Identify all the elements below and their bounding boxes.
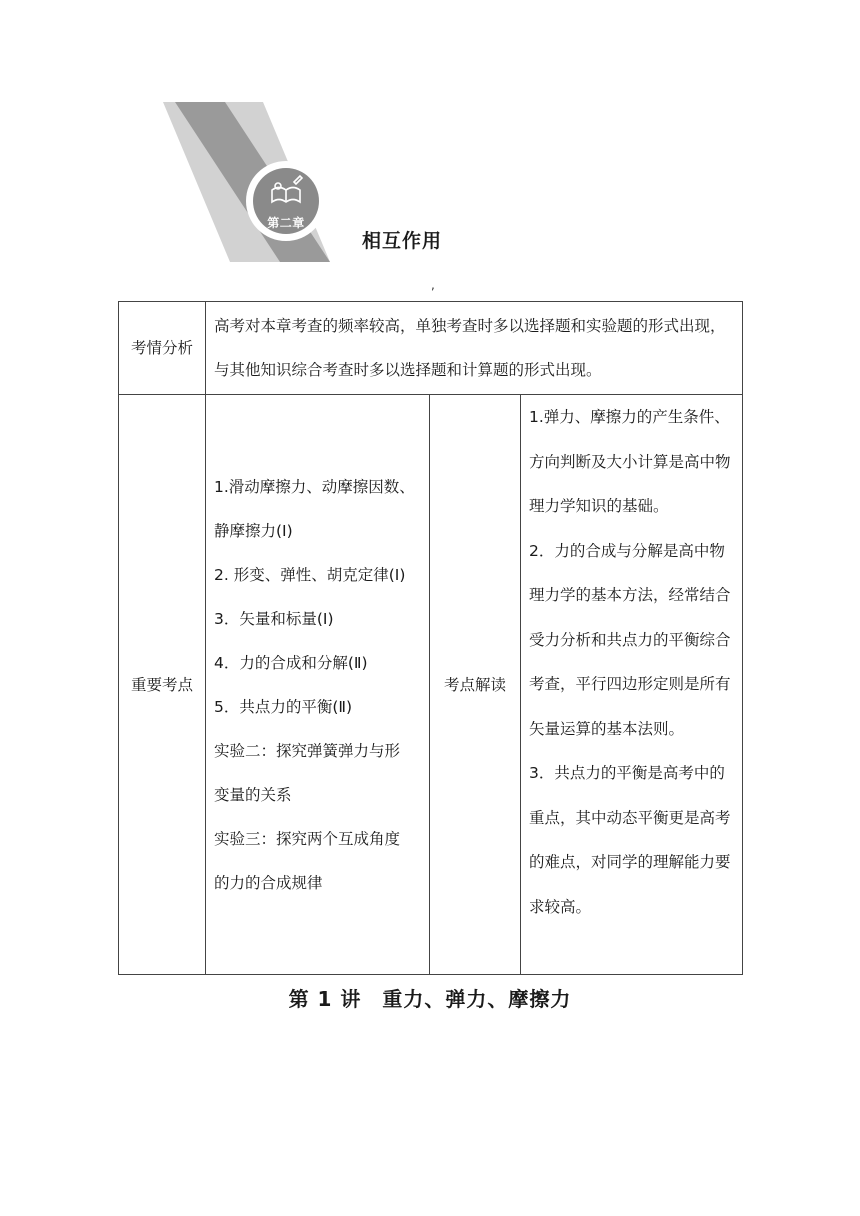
list-item: 3．矢量和标量(Ⅰ) xyxy=(214,609,334,628)
chapter-title: 相互作用 xyxy=(362,230,443,252)
key-points-reading xyxy=(521,395,743,975)
list-item: 变量的关系 xyxy=(214,785,292,804)
exam-analysis-label: 考情分析 xyxy=(119,302,206,395)
table-row xyxy=(119,302,743,395)
list-item: 实验二：探究弹簧弹力与形 xyxy=(214,741,401,760)
list-item: 静摩擦力(Ⅰ) xyxy=(214,521,293,540)
reading-paragraph: 3．共点力的平衡是高考中的重点，其中动态平衡更是高考的难点，对同学的理解能力要求较高。 xyxy=(529,764,731,916)
key-points-reading-label: 考点解读 xyxy=(430,395,521,975)
list-item: 1.滑动摩擦力、动摩擦因数、 xyxy=(214,477,415,496)
chapter-banner-graphic xyxy=(0,0,860,300)
stray-mark: , xyxy=(431,278,435,292)
list-item: 4．力的合成和分解(Ⅱ) xyxy=(214,653,368,672)
table-row xyxy=(119,395,743,975)
lesson-title: 第 1 讲 重力、弹力、摩擦力 xyxy=(288,987,572,1011)
chapter-banner xyxy=(0,0,860,300)
list-item: 5．共点力的平衡(Ⅱ) xyxy=(214,697,353,716)
chapter-label: 第二章 xyxy=(267,216,305,230)
reading-paragraph: 2．力的合成与分解是高中物理力学的基本方法，经常结合受力分析和共点力的平衡综合考查，平行四边形定则是所有矢量运算的基本法则。 xyxy=(529,541,731,738)
exam-analysis-text: 高考对本章考查的频率较高，单独考查时多以选择题和实验题的形式出现，与其他知识综合考查时多以选择题和计算题的形式出现。 xyxy=(206,302,743,395)
exam-analysis-table xyxy=(118,301,743,975)
key-points-label: 重要考点 xyxy=(119,395,206,975)
list-item: 2. 形变、弹性、胡克定律(Ⅰ) xyxy=(214,565,406,584)
reading-paragraph: 1.弹力、摩擦力的产生条件、方向判断及大小计算是高中物理力学知识的基础。 xyxy=(529,408,731,515)
key-points-list xyxy=(206,395,430,975)
list-item: 实验三：探究两个互成角度 xyxy=(214,829,401,848)
list-item: 的力的合成规律 xyxy=(214,873,323,892)
